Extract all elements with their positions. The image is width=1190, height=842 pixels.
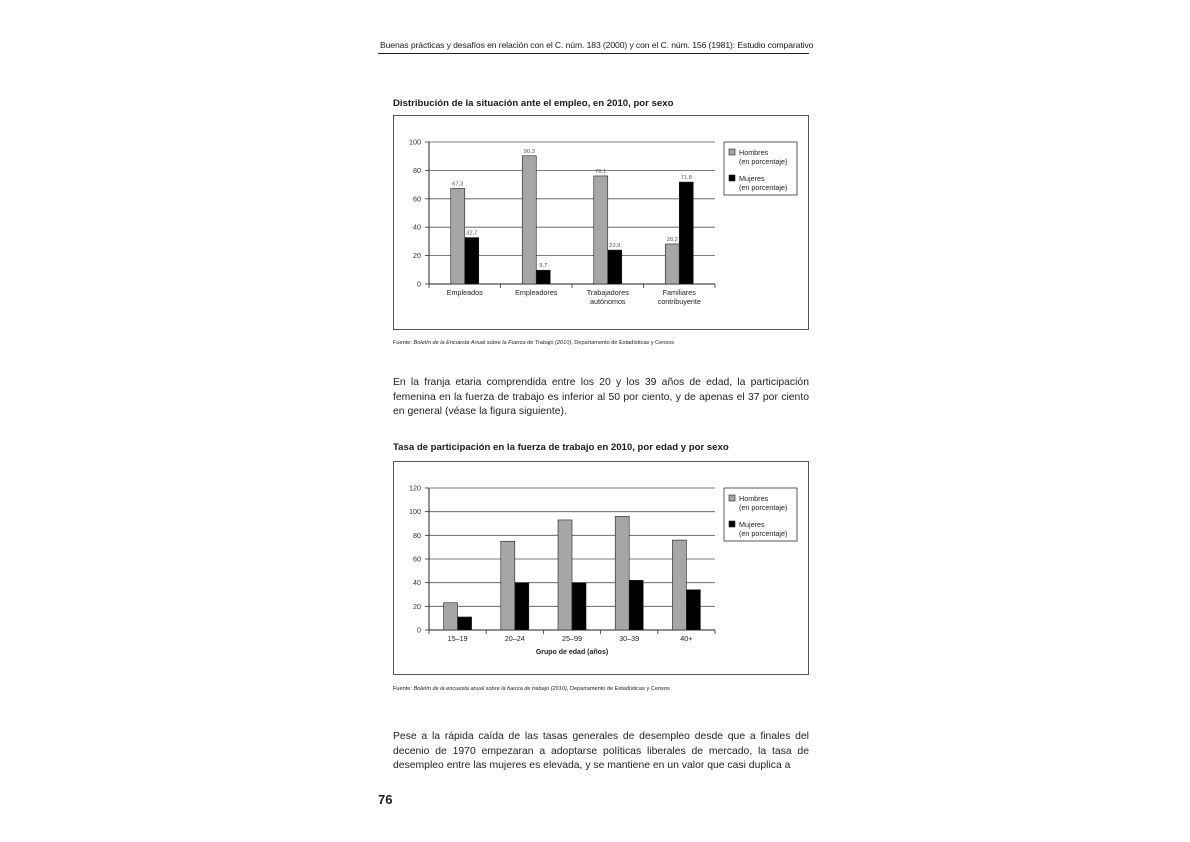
- y-tick-label: 20: [413, 251, 421, 261]
- y-tick-label: 100: [409, 137, 421, 147]
- paragraph-1: En la franja etaria comprendida entre los 20 y los 39 años de edad, la participación femenina en la fuerza de trabajo es inferior al 50 por ciento, y de apenas el 37 por ciento en general (véase la figura siguiente).: [393, 377, 809, 418]
- legend-label: (en porcentaje): [739, 183, 788, 192]
- bar-mujeres: [679, 182, 693, 284]
- legend-label: Hombres: [739, 148, 769, 157]
- y-tick-label: 20: [413, 601, 421, 611]
- figure1-chart: [393, 115, 809, 330]
- figure1-source-suffix: , Departamento de Estadísticas y Censos: [571, 340, 675, 346]
- bar-mujeres: [572, 583, 586, 630]
- x-tick-label: 15–19: [447, 634, 468, 643]
- data-label: 32,7: [466, 230, 478, 237]
- bar-mujeres: [458, 617, 472, 630]
- bar-hombres: [501, 541, 515, 630]
- x-tick-label: 20–24: [504, 634, 525, 643]
- y-tick-label: 60: [413, 194, 421, 204]
- x-tick-label: Familiares: [662, 288, 696, 297]
- data-label: 9,7: [539, 263, 548, 270]
- legend-label: (en porcentaje): [739, 503, 788, 512]
- x-tick-label: autónomos: [589, 297, 626, 306]
- bar-mujeres: [465, 238, 479, 284]
- bar-mujeres: [686, 590, 700, 630]
- data-label: 67,3: [452, 181, 464, 188]
- legend-swatch: [729, 495, 735, 501]
- bar-mujeres: [629, 580, 643, 630]
- data-label: 23,9: [609, 243, 621, 250]
- y-tick-label: 80: [413, 165, 421, 175]
- bar-mujeres: [536, 270, 550, 284]
- y-tick-label: 40: [413, 578, 421, 588]
- legend-swatch: [729, 149, 735, 155]
- legend-swatch: [729, 175, 735, 181]
- x-tick-label: Empleados: [446, 288, 483, 297]
- data-label: 90,3: [523, 148, 535, 155]
- x-tick-label: 25–99: [562, 634, 582, 643]
- figure1-title: Distribución de la situación ante el empleo, en 2010, por sexo: [393, 98, 674, 109]
- y-tick-label: 40: [413, 222, 421, 232]
- figure2-source: [393, 686, 670, 692]
- figure2-source-publication: Boletín de la encuesta anual sobre la fuerza de trabajo (2010): [413, 686, 567, 692]
- y-tick-label: 0: [417, 625, 421, 635]
- x-tick-label: contribuyente: [657, 297, 701, 306]
- paragraph-2: Pese a la rápida caída de las tasas generales de desempleo desde que a finales del decenio de 1970 empezaran a adoptarse políticas liberales de mercado, la tasa de desempleo entre las mujeres es elevada, y se mantiene en un valor que casi duplica a: [393, 731, 809, 772]
- legend-label: (en porcentaje): [739, 529, 788, 538]
- x-axis-label: Grupo de edad (años): [535, 649, 609, 656]
- bar-mujeres: [608, 250, 622, 284]
- bar-mujeres: [515, 583, 529, 630]
- bar-hombres: [522, 156, 536, 284]
- y-tick-label: 0: [417, 279, 421, 289]
- legend-label: Hombres: [739, 494, 769, 503]
- page-number: 76: [378, 792, 393, 807]
- data-label: 28,2: [666, 236, 678, 243]
- x-tick-label: Empleadores: [515, 288, 558, 297]
- x-tick-label: 30–39: [619, 634, 640, 643]
- x-tick-label: 40+: [680, 634, 693, 643]
- bar-hombres: [594, 176, 608, 284]
- figure1-source-publication: Boletín de la Encuesta Anual sobre la Fuerza de Trabajo (2010): [413, 340, 572, 346]
- legend-label: Mujeres: [739, 520, 765, 529]
- figure1-source: [393, 340, 674, 346]
- figure2-title: Tasa de participación en la fuerza de trabajo en 2010, por edad y por sexo: [393, 442, 729, 453]
- bar-hombres: [672, 540, 686, 630]
- y-tick-label: 120: [409, 483, 421, 493]
- figure2-source-suffix: , Departamento de Estadísticas y Censos: [566, 686, 670, 692]
- figure2-source-prefix: Fuente:: [393, 686, 414, 692]
- data-label: 76,1: [595, 168, 607, 175]
- legend-label: Mujeres: [739, 174, 765, 183]
- bar-hombres: [451, 188, 465, 284]
- header-rule: [378, 53, 809, 54]
- legend-label: (en porcentaje): [739, 157, 788, 166]
- figure1-source-prefix: Fuente:: [393, 340, 414, 346]
- running-header: Buenas prácticas y desafíos en relación con el C. núm. 183 (2000) y con el C. núm. 156 (1981): Estudio comparativo: [380, 40, 814, 50]
- data-label: 71,8: [680, 175, 692, 182]
- figure2-chart: [393, 461, 809, 675]
- y-tick-label: 60: [413, 554, 421, 564]
- x-tick-label: Trabajadores: [586, 288, 629, 297]
- bar-hombres: [558, 520, 572, 630]
- bar-hombres: [665, 244, 679, 284]
- y-tick-label: 100: [409, 507, 421, 517]
- legend-swatch: [729, 521, 735, 527]
- bar-hombres: [615, 516, 629, 630]
- bar-hombres: [444, 603, 458, 630]
- y-tick-label: 80: [413, 530, 421, 540]
